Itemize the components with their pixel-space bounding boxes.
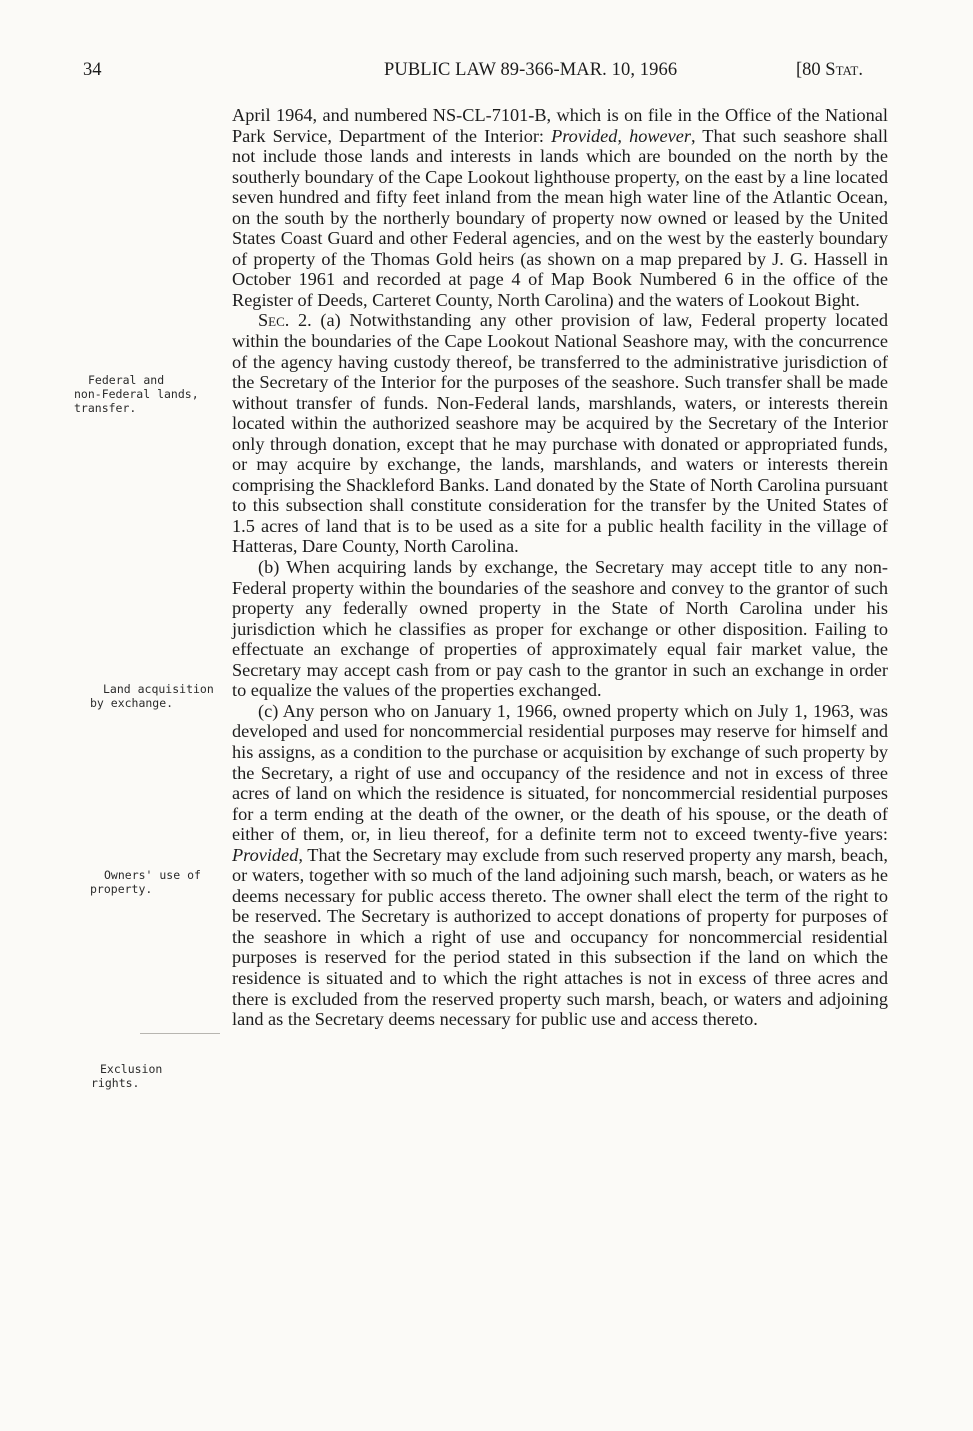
margin-note-line: property. bbox=[90, 882, 153, 896]
paragraph-text: That the Secretary may exclude from such reserved property any marsh, beach, or waters, together with so much of the land adjoining such marsh, beach, or waters as he deems necessary for public access thereto. The owner shall elect the term of the right to be reserved. The Secretary is authorized to accept donations of property for purposes of the seashore in which a right of use and occupancy for noncommercial residential purposes is reserved for the period stated in this subsection if the land on which the residence is situated and to which the right attaches is not in excess of three acres and there is excluded from the reserved property such marsh, beach, or waters and adjoining land as the Secretary deems necessary for public use and access thereto. bbox=[232, 844, 888, 1030]
paragraph-text: (c) Any person who on January 1, 1966, owned property which on July 1, 1963, was developed and used for noncommercial residential purposes may reserve for himself and his assigns, as a condition to the purchase or acquisition by exchange of such property by the Secretary, a right of use and occupancy of the residence and not in excess of three acres of land on which the residence is situated, for noncommercial residential purposes for a term ending at the death of the owner, or the death of his spouse, or the death of either of them, or, in lieu thereof, for a definite term not to exceed twenty-five years: bbox=[232, 700, 888, 845]
margin-note-exclusion bbox=[91, 1062, 163, 1090]
subsection-b-paragraph: (b) When acquiring lands by exchange, the Secretary may accept title to any non-Federal property within the boundaries of the seashore and convey to the grantor of such property any federally owned property in the State of North Carolina under his jurisdiction which he classifies as proper for exchange or other disposition. Failing to effectuate an exchange of properties of approximately equal fair market value, the Secretary may accept cash from or pay cash to the grantor in such an exchange in order to equalize the values of the properties exchanged. bbox=[232, 557, 888, 701]
margin-note-federal-lands bbox=[74, 373, 199, 415]
margin-note-line: Federal and bbox=[88, 373, 165, 387]
statute-reference: [80 Stat. bbox=[796, 60, 863, 80]
body-text bbox=[232, 105, 888, 1030]
proviso-word: Provided, bbox=[551, 125, 622, 146]
page-number: 34 bbox=[83, 60, 102, 80]
margin-note-line: by exchange. bbox=[90, 696, 174, 710]
margin-note-line: Exclusion bbox=[100, 1062, 163, 1076]
running-head: PUBLIC LAW 89-366-MAR. 10, 1966 bbox=[384, 60, 678, 80]
paragraph-text: April 1964, and numbered NS-CL-7101-B, which is on file in the Office of the National Park Service, Department of the Interior: bbox=[232, 105, 888, 146]
proviso-word: however bbox=[629, 125, 691, 146]
subsection-c-paragraph bbox=[232, 701, 888, 1030]
proviso-word: Provided, bbox=[232, 844, 303, 865]
margin-note-line: Land acquisition bbox=[103, 682, 214, 696]
margin-note-line: transfer. bbox=[74, 401, 137, 415]
margin-rule bbox=[140, 1033, 220, 1034]
margin-note-owners-use bbox=[90, 868, 201, 896]
paragraph-continuation bbox=[232, 105, 888, 310]
margin-note-line: non-Federal lands, bbox=[74, 387, 199, 401]
paragraph-text: (a) Notwithstanding any other provision of law, Federal property located within the boundaries of the Cape Lookout National Seashore may, with the concurrence of the agency having custody thereof, be transferred to the administrative jurisdiction of the Secretary of the Interior for the purposes of the seashore. Such transfer shall be made without transfer of funds. Non-Federal lands, marshlands, waters, or interests therein located within the authorized seashore may be acquired by the Secretary of the Interior only through donation, except that he may purchase with donated or appropriated funds, or may acquire by exchange, the lands, marshlands, and waters or interests therein comprising the Shackleford Banks. Land donated by the State of North Carolina pursuant to this subsection shall constitute consideration for the transfer by the United States of 1.5 acres of land that is to be used as a site for a public health facility in the village of Hatteras, Dare County, North Carolina. bbox=[232, 310, 888, 557]
section-label: Sec. 2. bbox=[258, 310, 312, 331]
section-2-paragraph bbox=[232, 310, 888, 557]
margin-note-line: rights. bbox=[91, 1076, 140, 1090]
margin-note-line: Owners' use of bbox=[104, 868, 201, 882]
margin-note-land-acquisition bbox=[90, 682, 214, 710]
paragraph-text: , That such seashore shall not include those lands and interests in lands which are bounded on the north by the southerly boundary of the Cape Lookout lighthouse property, on the east by a line located seven hundred and fifty feet inland from the mean high water line of the Atlantic Ocean, on the south by the northerly boundary of property now owned or leased by the United States Coast Guard and other Federal agencies, and on the west by the easterly boundary of property of the Thomas Gold heirs (as shown on a map prepared by J. G. Hassell in October 1961 and recorded at page 4 of Map Book Numbered 6 in the office of the Register of Deeds, Carteret County, North Carolina) and the waters of Lookout Bight. bbox=[232, 125, 888, 310]
page-header bbox=[0, 60, 973, 84]
